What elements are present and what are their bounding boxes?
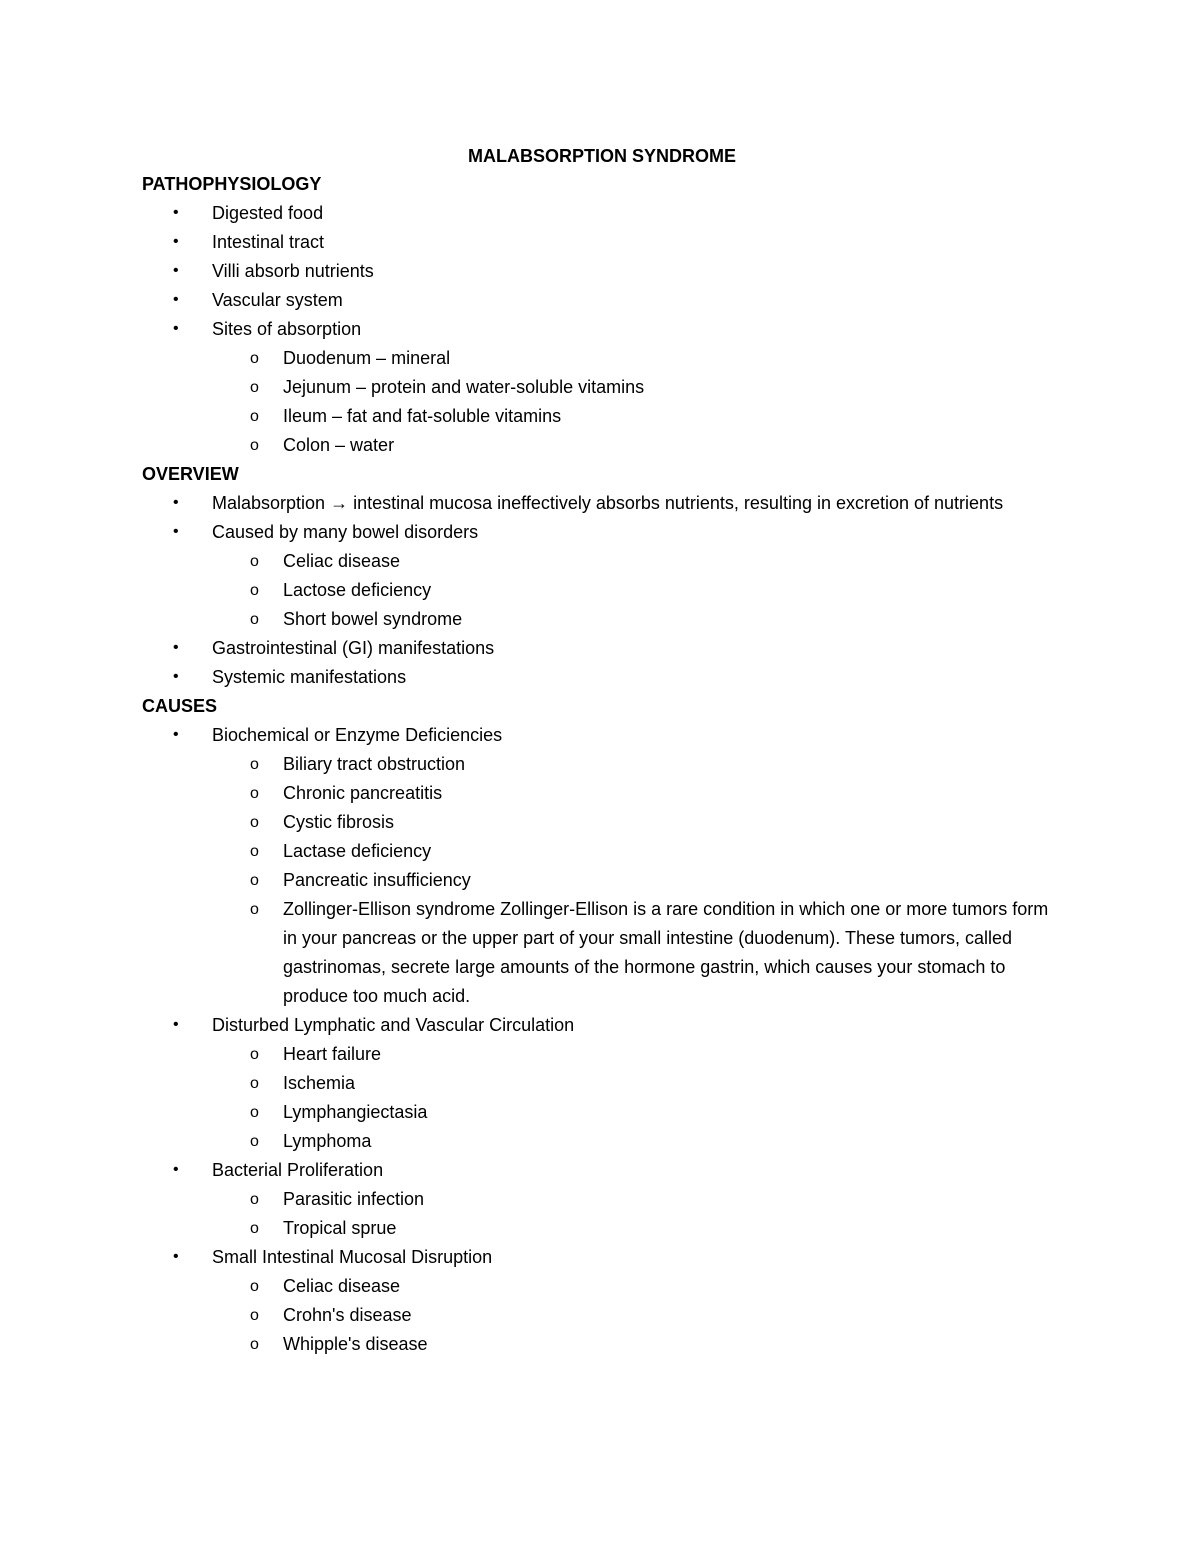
sub-bullet-icon: o <box>250 1307 259 1324</box>
sub-list-item-text: Ileum – fat and fat-soluble vitamins <box>283 406 562 426</box>
sub-list-item-text: Parasitic infection <box>283 1189 425 1209</box>
bullet-icon: • <box>173 204 179 221</box>
list-item-text: Villi absorb nutrients <box>212 261 374 281</box>
list-item-text: Digested food <box>212 203 324 223</box>
list-item-text: Bacterial Proliferation <box>212 1160 384 1180</box>
list-item-text: Small Intestinal Mucosal Disruption <box>212 1247 493 1267</box>
sub-bullet-icon: o <box>250 1336 259 1353</box>
list-item-text: Gastrointestinal (GI) manifestations <box>212 638 495 658</box>
sub-bullet-icon: o <box>250 1104 259 1121</box>
sub-bullet-icon: o <box>250 814 259 831</box>
bullet-icon: • <box>173 1016 179 1033</box>
sub-bullet-icon: o <box>250 756 259 773</box>
document-title: MALABSORPTION SYNDROME <box>467 146 736 166</box>
sub-list-item <box>142 750 1062 779</box>
sub-bullet-icon: o <box>250 582 259 599</box>
sub-list-item-text: Lymphoma <box>283 1131 372 1151</box>
sub-list-item <box>142 1214 1062 1243</box>
sub-bullet-icon: o <box>250 437 259 454</box>
list-item <box>142 257 1062 286</box>
sub-list-item-text: Crohn's disease <box>283 1305 412 1325</box>
section-heading: PATHOPHYSIOLOGY <box>142 174 322 194</box>
bullet-icon: • <box>173 523 179 540</box>
sub-bullet-icon: o <box>250 843 259 860</box>
sub-bullet-icon: o <box>250 1220 259 1237</box>
sub-list-item <box>142 373 1062 402</box>
list-item <box>142 228 1062 257</box>
sub-list-item-text: Zollinger-Ellison syndrome Zollinger-Ellison is a rare condition in which one or more tumors form in your pancreas or the upper part of your small intestine (duodenum). These tumors, called gastrinomas, secrete large amounts of the hormone gastrin, which causes your stomach to produce too much acid. <box>283 899 1049 1006</box>
bullet-icon: • <box>173 726 179 743</box>
bullet-icon: • <box>173 262 179 279</box>
bullet-icon: • <box>173 1161 179 1178</box>
list-item <box>142 489 1062 518</box>
sub-list-item-text: Lymphangiectasia <box>283 1102 428 1122</box>
sub-bullet-icon: o <box>250 408 259 425</box>
list-item-text: Intestinal tract <box>212 232 325 252</box>
bullet-list <box>142 199 1062 460</box>
sub-list-item-text: Duodenum – mineral <box>283 348 451 368</box>
sub-list-item <box>142 547 1062 576</box>
sub-list-item-text: Short bowel syndrome <box>283 609 463 629</box>
list-item-text: Malabsorption → intestinal mucosa ineffectively absorbs nutrients, resulting in excretion of nutrients <box>212 493 1004 513</box>
list-item <box>142 1243 1062 1272</box>
sub-list-item <box>142 1272 1062 1301</box>
sub-list-item <box>142 431 1062 460</box>
sub-bullet-icon: o <box>250 611 259 628</box>
list-item-text: Biochemical or Enzyme Deficiencies <box>212 725 503 745</box>
sub-list-item <box>142 1069 1062 1098</box>
list-item-text: Caused by many bowel disorders <box>212 522 479 542</box>
bullet-icon: • <box>173 291 179 308</box>
list-item <box>142 518 1062 547</box>
sub-bullet-icon: o <box>250 1046 259 1063</box>
sub-bullet-icon: o <box>250 379 259 396</box>
sub-list-item <box>142 1040 1062 1069</box>
sub-bullet-icon: o <box>250 1133 259 1150</box>
list-item <box>142 315 1062 344</box>
list-item-text: Vascular system <box>212 290 343 310</box>
list-item <box>142 663 1062 692</box>
sub-list-item-text: Tropical sprue <box>283 1218 397 1238</box>
sub-list-item <box>142 1127 1062 1156</box>
list-item-text: Disturbed Lymphatic and Vascular Circulation <box>212 1015 575 1035</box>
sub-list-item-text: Lactose deficiency <box>283 580 432 600</box>
bullet-icon: • <box>173 233 179 250</box>
sub-list-item-text: Cystic fibrosis <box>283 812 395 832</box>
sub-bullet-icon: o <box>250 785 259 802</box>
sub-bullet-icon: o <box>250 350 259 367</box>
sub-list-item <box>142 576 1062 605</box>
bullet-icon: • <box>173 1248 179 1265</box>
bullet-list <box>142 721 1062 1359</box>
sub-list-item-text: Whipple's disease <box>283 1334 428 1354</box>
sub-list-item-text: Biliary tract obstruction <box>283 754 466 774</box>
sub-bullet-icon: o <box>250 1191 259 1208</box>
sub-list-item <box>142 895 1062 1011</box>
sub-list-item-text: Pancreatic insufficiency <box>283 870 471 890</box>
list-item <box>142 634 1062 663</box>
sub-list-item <box>142 1301 1062 1330</box>
sub-bullet-icon: o <box>250 901 259 918</box>
sub-list-item-text: Jejunum – protein and water-soluble vitamins <box>283 377 645 397</box>
sub-list-item-text: Ischemia <box>283 1073 356 1093</box>
sub-list-item <box>142 779 1062 808</box>
list-item <box>142 199 1062 228</box>
sub-list-item-text: Chronic pancreatitis <box>283 783 443 803</box>
list-item <box>142 286 1062 315</box>
sub-bullet-icon: o <box>250 872 259 889</box>
bullet-icon: • <box>173 668 179 685</box>
bullet-icon: • <box>173 639 179 656</box>
sub-list-item <box>142 808 1062 837</box>
sub-list-item <box>142 1098 1062 1127</box>
sub-list-item-text: Colon – water <box>283 435 395 455</box>
sub-list-item-text: Lactase deficiency <box>283 841 432 861</box>
document-body <box>142 170 1062 1359</box>
bullet-icon: • <box>173 494 179 511</box>
list-item <box>142 721 1062 750</box>
sub-list-item <box>142 866 1062 895</box>
sub-list-item <box>142 605 1062 634</box>
list-item <box>142 1011 1062 1040</box>
document-page <box>142 142 1062 1359</box>
sub-bullet-icon: o <box>250 1278 259 1295</box>
bullet-list <box>142 489 1062 692</box>
sub-list-item-text: Heart failure <box>283 1044 382 1064</box>
section-heading: OVERVIEW <box>142 464 239 484</box>
list-item <box>142 1156 1062 1185</box>
sub-list-item <box>142 1330 1062 1359</box>
sub-list-item <box>142 344 1062 373</box>
sub-list-item-text: Celiac disease <box>283 551 401 571</box>
section-heading: CAUSES <box>142 696 218 716</box>
bullet-icon: • <box>173 320 179 337</box>
sub-list-item <box>142 1185 1062 1214</box>
sub-list-item-text: Celiac disease <box>283 1276 401 1296</box>
sub-bullet-icon: o <box>250 1075 259 1092</box>
list-item-text: Systemic manifestations <box>212 667 407 687</box>
list-item-text: Sites of absorption <box>212 319 362 339</box>
sub-list-item <box>142 837 1062 866</box>
sub-list-item <box>142 402 1062 431</box>
sub-bullet-icon: o <box>250 553 259 570</box>
